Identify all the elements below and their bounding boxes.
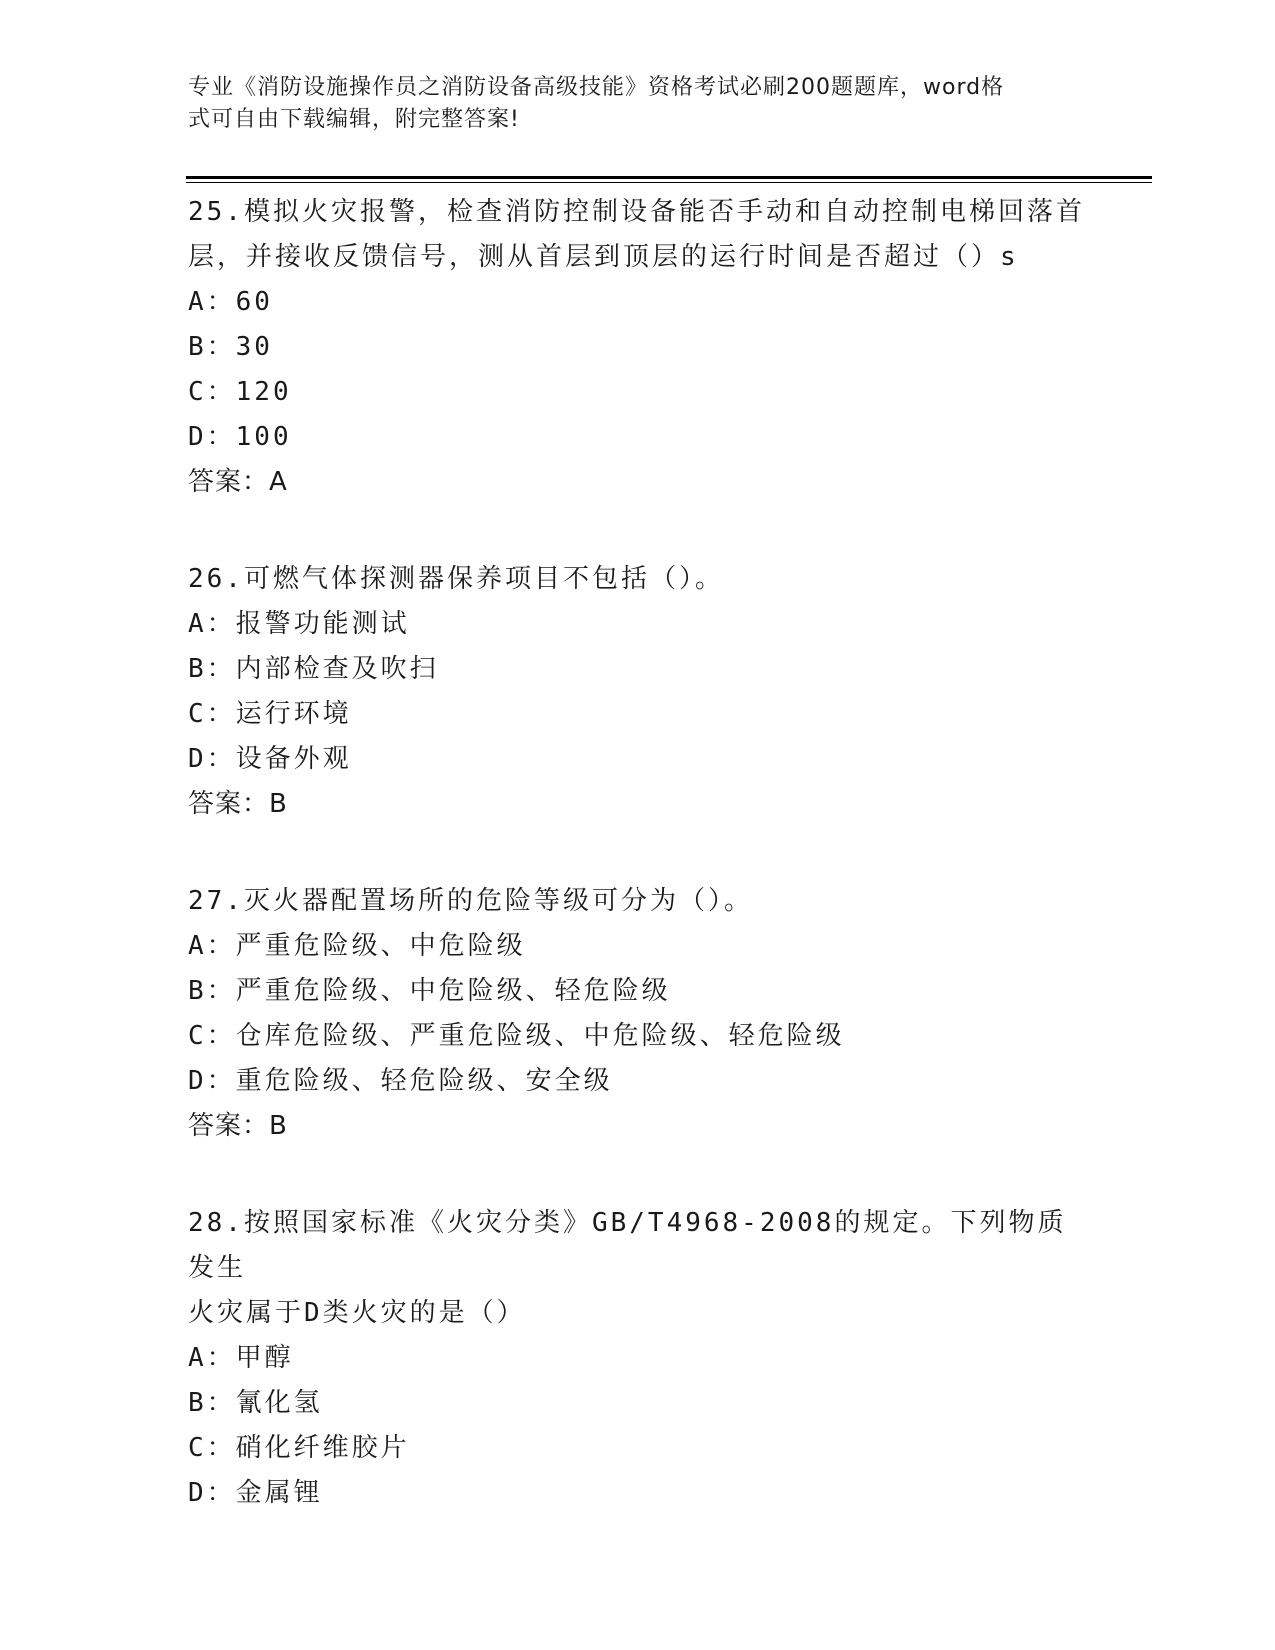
option-a: A：60 <box>188 287 273 317</box>
option-c: C：120 <box>188 377 292 407</box>
question-27 <box>188 879 1088 1149</box>
option-c: C：运行环境 <box>188 699 352 729</box>
option-b: B：氰化氢 <box>188 1388 323 1418</box>
option-b: B：30 <box>188 332 273 362</box>
option-c: C：仓库危险级、严重危险级、中危险级、轻危险级 <box>188 1021 845 1051</box>
question-stem-line: 27.灭火器配置场所的危险等级可分为（）。 <box>188 886 753 916</box>
question-26 <box>188 557 1088 827</box>
header-divider-thin <box>186 182 1152 183</box>
option-d: D：金属锂 <box>188 1478 323 1508</box>
question-stem-line: 25.模拟火灾报警，检查消防控制设备能否手动和自动控制电梯回落首 <box>188 197 1085 227</box>
header-divider-thick <box>186 176 1152 179</box>
question-list <box>188 190 1088 1568</box>
header-line-2: 式可自由下载编辑，附完整答案! <box>188 107 520 132</box>
question-28 <box>188 1201 1088 1516</box>
answer-line: 答案：A <box>188 467 288 497</box>
option-a: A：报警功能测试 <box>188 609 410 639</box>
option-b: B：严重危险级、中危险级、轻危险级 <box>188 976 671 1006</box>
question-25 <box>188 190 1088 505</box>
question-stem-line: 火灾属于D类火灾的是（） <box>188 1298 526 1328</box>
question-stem-line: 层，并接收反馈信号，测从首层到顶层的运行时间是否超过（）s <box>188 242 1019 272</box>
option-d: D：设备外观 <box>188 744 352 774</box>
option-b: B：内部检查及吹扫 <box>188 654 439 684</box>
header-line-1: 专业《消防设施操作员之消防设备高级技能》资格考试必刷200题题库，word格 <box>188 75 1005 100</box>
option-a: A：甲醇 <box>188 1343 294 1373</box>
answer-line: 答案：B <box>188 1111 288 1141</box>
answer-line: 答案：B <box>188 789 288 819</box>
option-a: A：严重危险级、中危险级 <box>188 931 526 961</box>
option-d: D：重危险级、轻危险级、安全级 <box>188 1066 613 1096</box>
option-c: C：硝化纤维胶片 <box>188 1433 410 1463</box>
question-stem-line: 28.按照国家标准《火灾分类》GB/T4968-2008的规定。下列物质发生 <box>188 1208 1067 1283</box>
document-header <box>188 72 1068 136</box>
question-stem-line: 26.可燃气体探测器保养项目不包括（）。 <box>188 564 724 594</box>
option-d: D：100 <box>188 422 292 452</box>
